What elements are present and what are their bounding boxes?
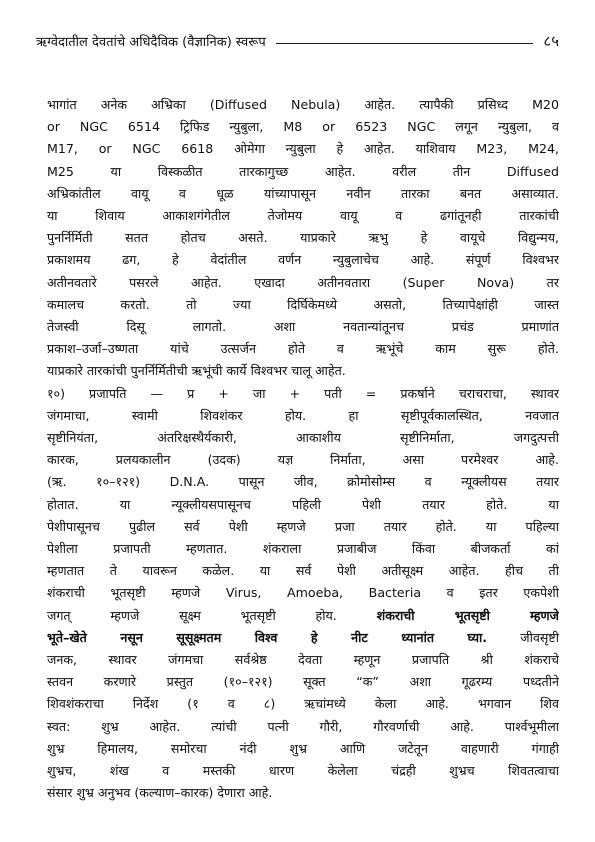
bold-emphasis: भूते–खेते नसून सूसूक्ष्मतम विश्व हे नीट ध्यानांत घ्या. xyxy=(47,629,488,645)
text-line: प्रकाश–उर्जा–उष्णता यांचे उत्सर्जन होते व ऋभूंचे काम सुरू होते. xyxy=(47,341,559,357)
text-line: शंकराची भूतसृष्टी म्हणजे Virus, Amoeba, Bacteria व इतर एकपेशी xyxy=(47,585,559,601)
running-title: ऋग्वेदातील देवतांचे अधिदैविक (वैज्ञानिक) स्वरूप xyxy=(36,35,266,50)
bold-emphasis: शंकराची भूतसृष्टी म्हणजे xyxy=(376,607,559,623)
text-line: संसार शुभ्र अनुभव (कल्याण–कारक) देणारा आहे. xyxy=(47,785,273,801)
text-line: तेजस्वी दिसू लागतो. अशा नवतान्यांतूनच प्रचंड प्रमाणांत xyxy=(47,319,559,335)
section-10-heading-line: १०) प्रजापति — प्र + जा + पती = प्रकर्षाने चराचराचा, स्थावर xyxy=(47,385,559,401)
text-line: शुभ्र हिमालय, समोरचा नंदी शुभ्र आणि जटेतून वाहणारी गंगाही xyxy=(47,740,559,756)
text-line: कमालच करतो. तो ज्या दिर्घिकेमध्ये असतो, तिच्यापेक्षांही जास्त xyxy=(47,296,559,312)
text-line: M25 या विस्कळीत तारकागुच्छ आहेत. वरील तीन Diffused xyxy=(47,163,559,179)
text-line: पेशीपासूनच पुढील सर्व पेशी म्हणजे प्रजा तयार होते. या पहिल्या xyxy=(47,518,559,534)
text-line: म्हणतात ते यावरून कळेल. या सर्व पेशी अतीसूक्ष्म आहेत. हीच ती xyxy=(47,563,559,579)
text-line: अभ्रिकांतील वायू व धूळ यांच्यापासून नवीन तारका बनत असाव्यात. xyxy=(47,185,559,201)
text-line: प्रकाशमय ढग, हे वेदांतील वर्णन न्युबुलाचेच आहे. संपूर्ण विश्वभर xyxy=(47,252,559,268)
text-line: or NGC 6514 ट्रिफिड न्युबुला, M8 or 6523 NGC लगून न्युबुला, व xyxy=(47,119,559,135)
line-start-text: जगत् म्हणजे सूक्ष्म भूतसृष्टी होय. xyxy=(47,607,337,623)
text-line: जनक, स्थावर जंगमचा सर्वश्रेष्ठ देवता म्हणून प्रजापति श्री शंकराचे xyxy=(47,652,559,668)
text-line: कारक, प्रलयकालीन (उदक) यज्ञ निर्माता, असा परमेश्वर आहे. xyxy=(47,452,559,468)
text-line: शुभ्रच, शंख व मस्तकी धारण केलेला चंद्रही शुभ्रच शिवतत्वाचा xyxy=(47,763,559,779)
text-line: पेशीला प्रजापती म्हणतात. शंकराला प्रजाबीज किंवा बीजकर्ता कां xyxy=(47,541,559,557)
text-line: भागांत अनेक अभ्रिका (Diffused Nebula) आहेत. त्यापैकी प्रसिध्द M20 xyxy=(47,97,559,112)
text-line-mixed xyxy=(47,605,559,627)
text-line: शिवशंकराचा निर्देश (१ व ८) ऋचांमध्ये केला आहे. भगवान शिव xyxy=(47,696,559,712)
header-rule xyxy=(276,43,534,44)
page-number: ८५ xyxy=(543,32,559,50)
running-header xyxy=(36,30,559,52)
body-text xyxy=(47,94,559,805)
text-line: होतात. या न्यूक्लीयसपासूनच पहिली पेशी तयार होते. या xyxy=(47,496,559,512)
text-line-mixed xyxy=(47,627,559,649)
text-line: सृष्टीनियंता, अंतरिक्षस्थैर्यकारी, आकाशीय सृष्टीनिर्माता, जगदुत्पत्ती xyxy=(47,430,559,446)
line-end-text: जीवसृष्टी xyxy=(520,629,559,645)
text-line: जंगमाचा, स्वामी शिवशंकर होय. हा सृष्टीपूर्वकालस्थित, नवजात xyxy=(47,407,559,423)
text-line: पुनर्निर्मिती सतत होतच असते. याप्रकारे ऋभु हे वायूचे विद्युन्मय, xyxy=(47,230,559,246)
text-line: याप्रकारे तारकांची पुनर्निर्मितीची ऋभूंची कार्ये विश्वभर चालू आहेत. xyxy=(47,363,346,379)
text-line: स्वत: शुभ्र आहेत. त्यांची पत्नी गौरी, गौरवर्णाची आहे. पार्श्वभूमीला xyxy=(47,718,559,734)
text-line: (ऋ. १०–१२१) D.N.A. पासून जीव, क्रोमोसोम्स व न्यूक्लीयस तयार xyxy=(47,474,559,490)
text-line: या शिवाय आकाशगंगेतील तेजोमय वायू व ढगांतूनही तारकांची xyxy=(47,208,559,224)
text-line: स्तवन करणारे प्रस्तुत (१०–१२१) सूक्त “क” अशा गूढरम्य पध्दतीने xyxy=(47,674,559,690)
text-line: अतीनवतारे पसरले आहेत. एखादा अतीनवतारा (Super Nova) तर xyxy=(47,274,559,290)
text-line: M17, or NGC 6618 ओमेगा न्युबुला हे आहेत. याशिवाय M23, M24, xyxy=(47,141,559,157)
